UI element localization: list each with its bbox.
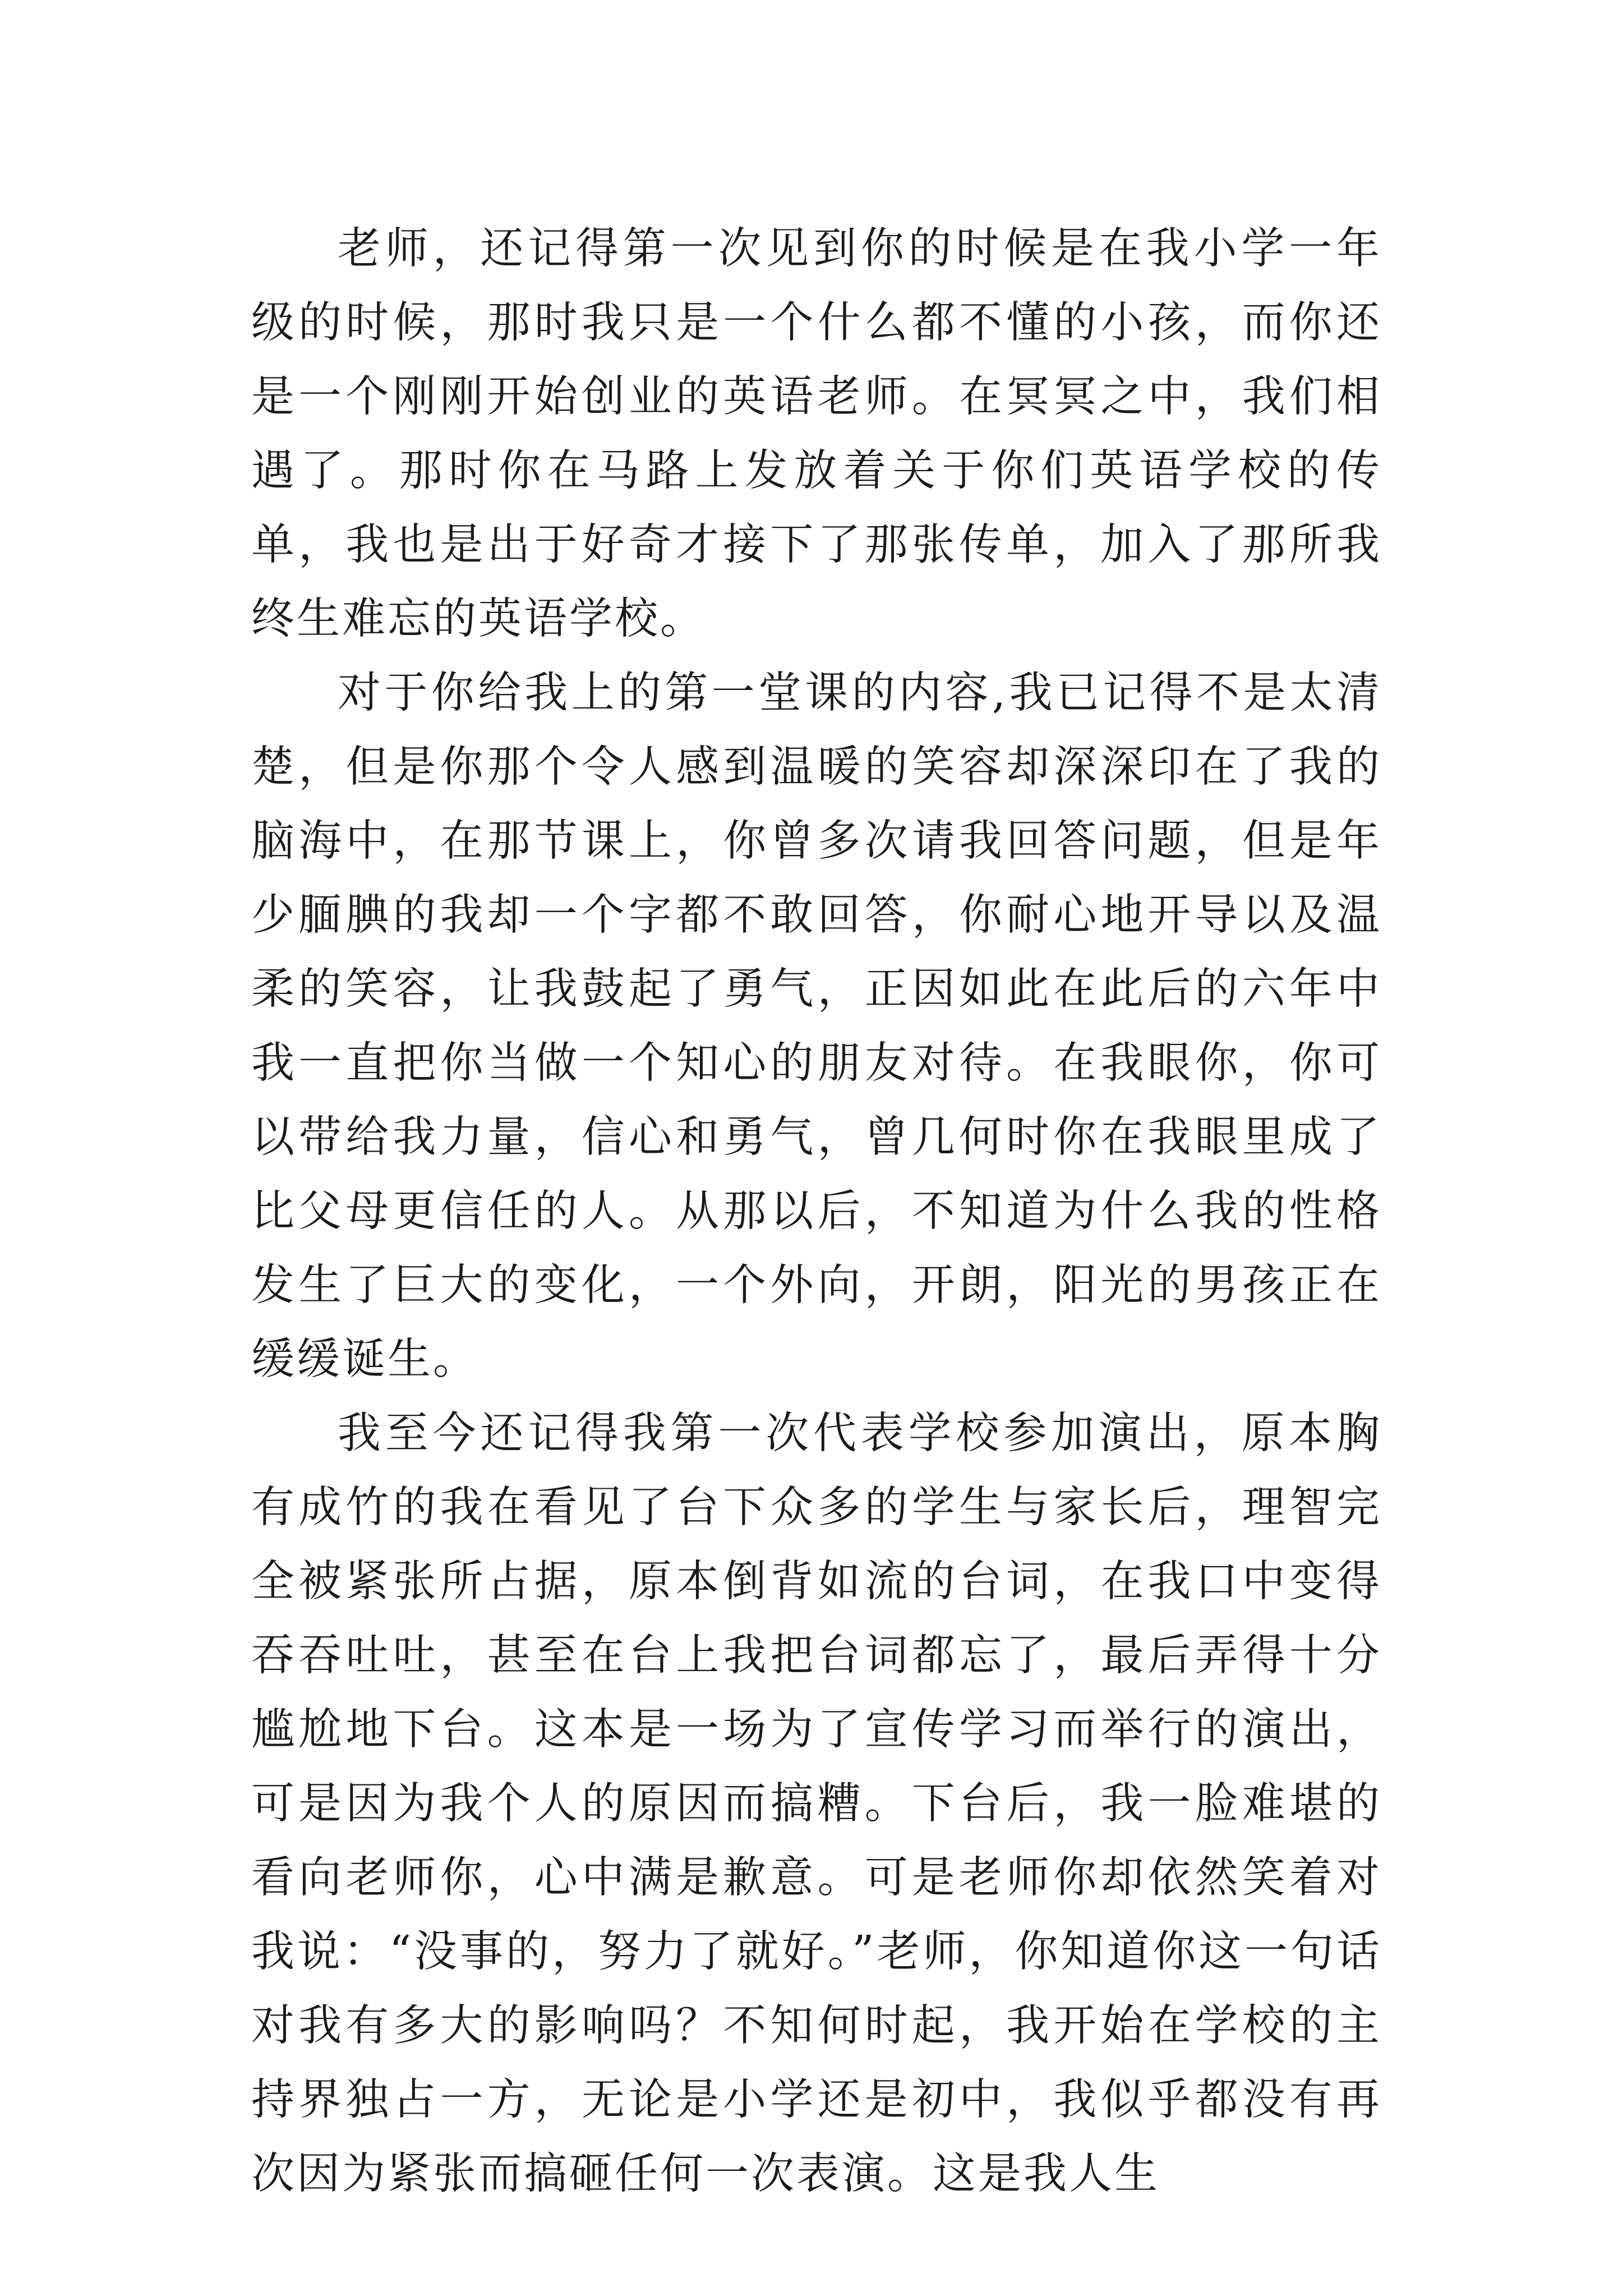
paragraph-2: 对于你给我上的第一堂课的内容,我已记得不是太清楚，但是你那个令人感到温暖的笑容却深深印在了我的脑海中，在那节课上，你曾多次请我回答问题，但是年少腼腆的我却一个字都不敢回答，你耐心地开导以及温柔的笑容，让我鼓起了勇气，正因如此在此后的六年中我一直把你当做一个知心的朋友对待。在我眼你，你可以带给我力量，信心和勇气，曾几何时你在我眼里成了比父母更信任的人。从那以后，不知道为什么我的性格发生了巨大的变化，一个外向，开朗，阳光的男孩正在缓缓诞生。	[251, 668, 1382, 1384]
paragraph-3: 我至今还记得我第一次代表学校参加演出，原本胸有成竹的我在看见了台下众多的学生与家长后，理智完全被紧张所占据，原本倒背如流的台词，在我口中变得吞吞吐吐，甚至在台上我把台词都忘了，最后弄得十分尴尬地下台。这本是一场为了宣传学习而举行的演出，可是因为我个人的原因而搞糟。下台后，我一脸难堪的看向老师你，心中满是歉意。可是老师你却依然笑着对我说：“没事的，努力了就好。”老师，你知道你这一句话对我有多大的影响吗？不知何时起，我开始在学校的主持界独占一方，无论是小学还是初中，我似乎都没有再次因为紧张而搞砸任何一次表演。这是我人生	[251, 1409, 1382, 2199]
paragraph-1: 老师，还记得第一次见到你的时候是在我小学一年级的时候，那时我只是一个什么都不懂的小孩，而你还是一个刚刚开始创业的英语老师。在冥冥之中，我们相遇了。那时你在马路上发放着关于你们英语学校的传单，我也是出于好奇才接下了那张传单，加入了那所我终生难忘的英语学校。	[251, 224, 1382, 644]
document-body	[251, 212, 1382, 2211]
